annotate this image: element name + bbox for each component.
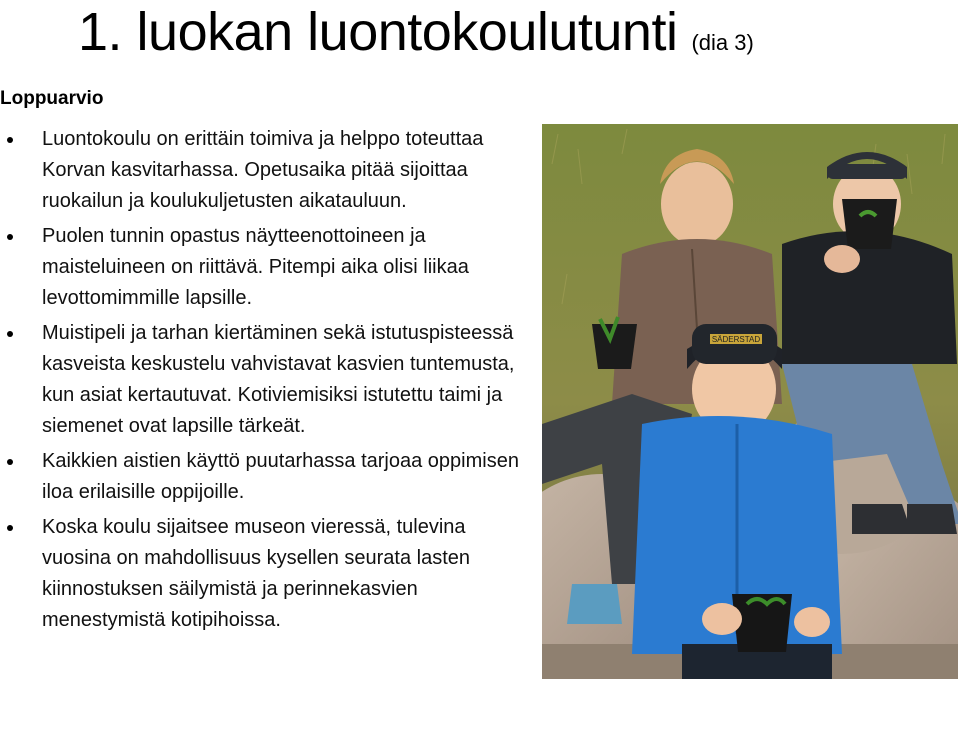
bullet-item [0, 221, 520, 314]
bullet-icon [7, 137, 13, 143]
title-text: 1. luokan luontokoulutunti [78, 2, 678, 62]
slide-title [78, 0, 754, 64]
bullet-item [0, 318, 520, 442]
bullet-item [0, 124, 520, 217]
children-with-seedlings-photo [542, 124, 958, 679]
cap-logo-text: SÄDERSTAD [711, 335, 761, 344]
bullet-text: Muistipeli ja tarhan kiertäminen sekä istutuspisteessä kasveista keskustelu vahvistavat kasvien tuntemusta, kun asiat kertautuvat. Kotiviemisiksi istutettu taimi ja siemenet ovat lapsille tärkeät. [42, 322, 515, 437]
bullet-text: Puolen tunnin opastus näytteenottoineen ja maisteluineen on riittävä. Pitempi aika olisi liikaa levottomimmille lapsille. [42, 225, 469, 309]
bullet-item [0, 446, 520, 508]
bullet-icon [7, 234, 13, 240]
bullet-text: Kaikkien aistien käyttö puutarhassa tarjoaa oppimisen iloa erilaisille oppijoille. [42, 450, 519, 503]
bullet-item [0, 512, 520, 636]
slide-number-note: (dia 3) [691, 30, 754, 55]
bullet-list [0, 124, 520, 640]
bullet-text: Luontokoulu on erittäin toimiva ja helppo toteuttaa Korvan kasvitarhassa. Opetusaika pitää sijoittaa ruokailun ja koulukuljetusten aikatauluun. [42, 128, 484, 212]
bullet-icon [7, 331, 13, 337]
bullet-icon [7, 459, 13, 465]
bullet-text: Koska koulu sijaitsee museon vieressä, tulevina vuosina on mahdollisuus kysellen seurata lasten kiinnostuksen säilymistä ja perinnekasvien menestymistä kotipihoissa. [42, 516, 471, 631]
section-heading: Loppuarvio [0, 88, 104, 109]
bullet-icon [7, 525, 13, 531]
